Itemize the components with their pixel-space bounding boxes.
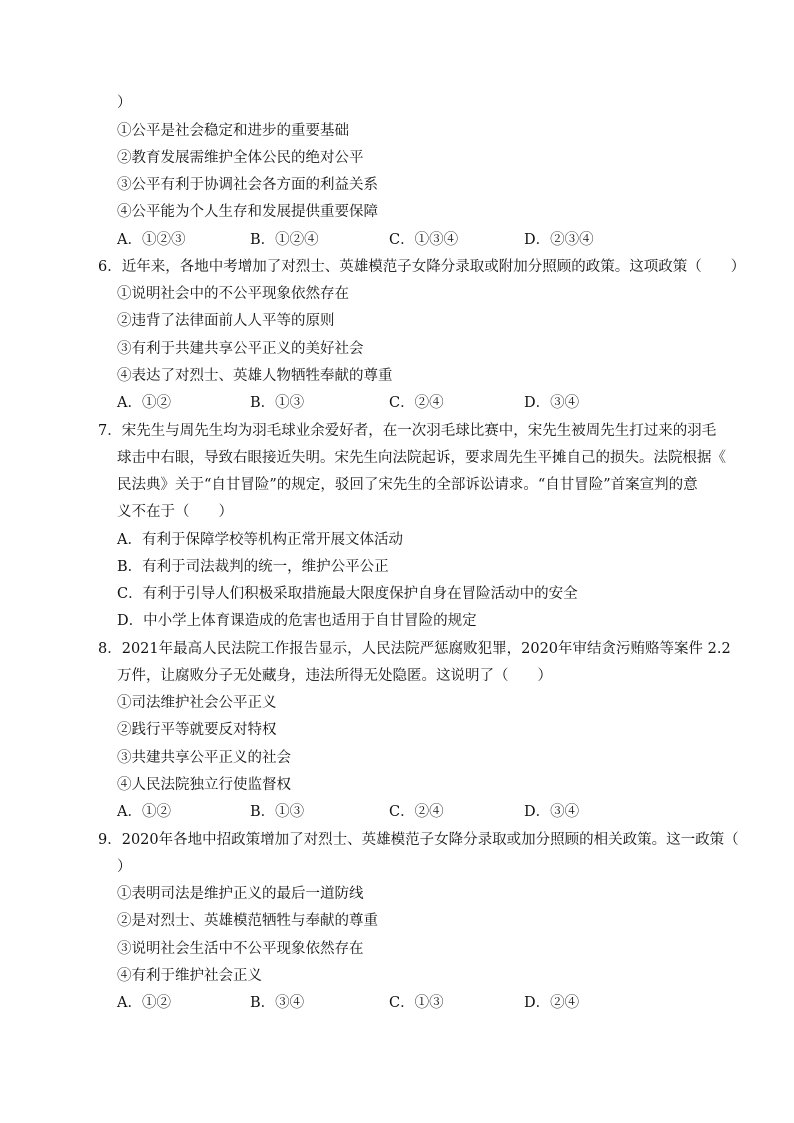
q5-stem-continuation: ） [117,95,132,111]
q7-stem-line-1: 7．宋先生与周先生均为羽毛球业余爱好者，在一次羽毛球比赛中，宋先生被周先生打过来的羽毛 [98,423,717,439]
q6-item-2: ②违背了法律面前人人平等的原则 [117,313,335,329]
q9-options [117,993,677,1013]
q5-options [117,230,677,250]
q7-option-a: A．有利于保障学校等机构正常开展文体活动 [117,532,403,548]
q7-option-d: D．中小学上体育课造成的危害也适用于自甘冒险的规定 [117,613,477,629]
q5-option-c: C．①③④ [389,232,459,248]
q8-option-a: A．①② [117,804,171,820]
q8-item-3: ③共建共享公平正义的社会 [117,750,291,766]
q8-item-4: ④人民法院独立行使监督权 [117,777,291,793]
q7-option-c: C．有利于引导人们积极采取措施最大限度保护自身在冒险活动中的安全 [117,586,578,602]
q9-item-4: ④有利于维护社会正义 [117,968,262,984]
q6-stem: 6．近年来，各地中考增加了对烈士、英雄模范子女降分录取或附加分照顾的政策。这项政策（ ） [98,259,746,275]
q9-stem-line-2: ） [117,859,132,875]
q6-option-d: D．③④ [524,395,580,411]
q9-item-2: ②是对烈士、英雄模范牺牲与奉献的尊重 [117,913,378,929]
q5-option-d: D．②③④ [524,232,594,248]
q6-item-1: ①说明社会中的不公平现象依然存在 [117,286,349,302]
q6-options [117,393,677,413]
q8-stem-line-2: 万件，让腐败分子无处藏身，违法所得无处隐匿。这说明了（ ） [117,668,552,684]
q5-item-1: ①公平是社会稳定和进步的重要基础 [117,123,349,139]
q8-option-b: B．①③ [250,804,305,820]
q7-stem-line-3: 民法典》关于“自甘冒险”的规定，驳回了宋先生的全部诉讼请求。“自甘冒险”首案宣判的意 [117,477,698,493]
q9-option-b: B．③④ [250,995,305,1011]
q6-option-a: A．①② [117,395,171,411]
q5-item-3: ③公平有利于协调社会各方面的利益关系 [117,177,378,193]
q5-option-a: A．①②③ [117,232,186,248]
q9-option-d: D．②④ [524,995,580,1011]
q7-option-b: B．有利于司法裁判的统一，维护公平公正 [117,559,389,575]
q6-option-c: C．②④ [389,395,444,411]
q6-item-4: ④表达了对烈士、英雄人物牺牲奉献的尊重 [117,368,393,384]
q8-item-2: ②践行平等就要反对特权 [117,722,277,738]
q8-item-1: ①司法维护社会公平正义 [117,695,277,711]
q9-option-c: C．①③ [389,995,444,1011]
q7-stem-line-2: 球击中右眼，导致右眼接近失明。宋先生向法院起诉，要求周先生平摊自己的损失。法院根据《 [117,450,726,466]
q5-item-2: ②教育发展需维护全体公民的绝对公平 [117,150,364,166]
q9-item-3: ③说明社会生活中不公平现象依然存在 [117,941,364,957]
q5-option-b: B．①②④ [250,232,319,248]
q6-item-3: ③有利于共建共享公平正义的美好社会 [117,341,364,357]
q6-option-b: B．①③ [250,395,305,411]
q9-option-a: A．①② [117,995,171,1011]
q8-stem-line-1: 8．2021年最高人民法院工作报告显示，人民法院严惩腐败犯罪，2020年审结贪污贿赂等案件 2.2 [98,641,731,657]
q8-option-c: C．②④ [389,804,444,820]
q5-item-4: ④公平能为个人生存和发展提供重要保障 [117,204,378,220]
q9-stem-line-1: 9．2020年各地中招政策增加了对烈士、英雄模范子女降分录取或加分照顾的相关政策。这一政策（ [98,832,739,848]
q8-option-d: D．③④ [524,804,580,820]
q7-stem-line-4: 义不在于（ ） [117,504,233,520]
q9-item-1: ①表明司法是维护正义的最后一道防线 [117,886,364,902]
q8-options [117,802,677,822]
